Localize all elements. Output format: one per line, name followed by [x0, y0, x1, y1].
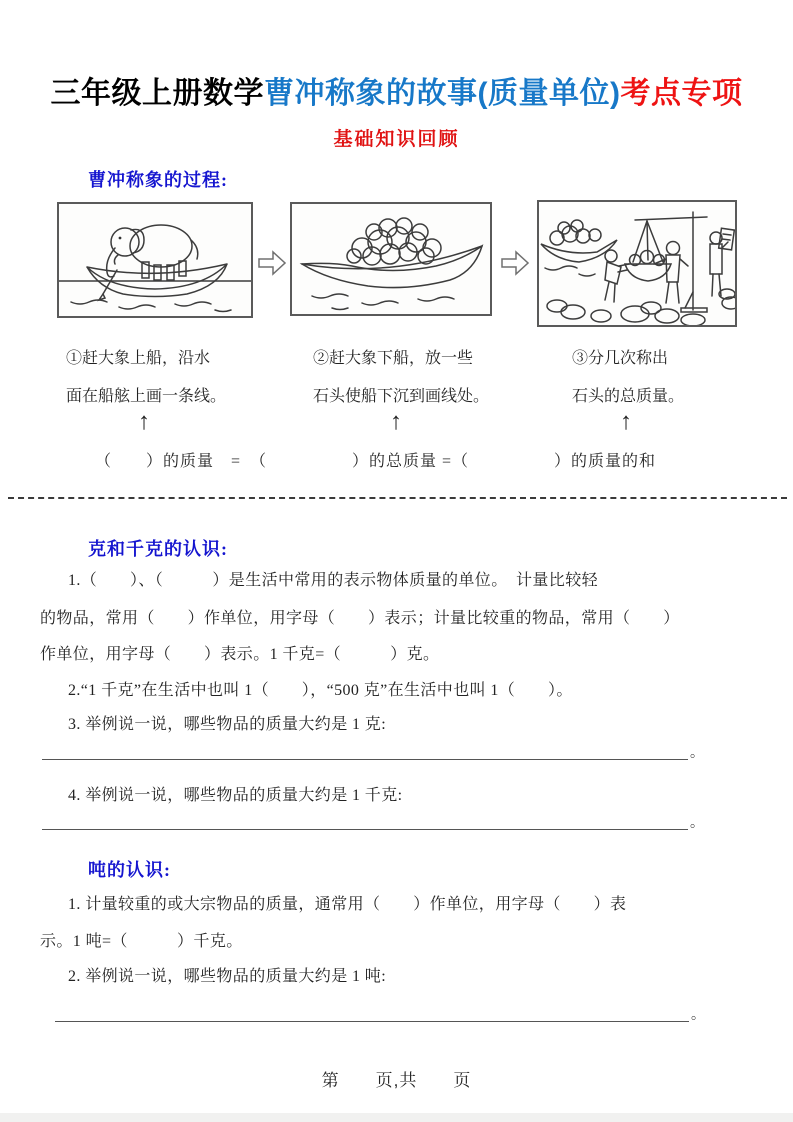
mass-equation: （ ）的质量 = （ ）的总质量 =（ ）的质量的和 — [95, 453, 657, 470]
worksheet-line: 的物品，常用（ ）作单位，用字母（ ）表示；计量比较重的物品，常用（ ） — [40, 610, 680, 627]
page-title — [0, 68, 793, 112]
blank-period: 。 — [690, 816, 704, 831]
caption-line: 石头的总质量。 — [572, 388, 685, 405]
step-caption-1 — [66, 340, 226, 416]
worksheet-line: 作单位，用字母（ ）表示。1 千克=（ ）克。 — [40, 646, 440, 663]
ton-section-heading: 吨的认识: — [88, 860, 171, 880]
up-arrow-icon: ↑ — [390, 409, 402, 435]
answer-blank-line — [42, 808, 688, 830]
right-arrow-icon — [501, 248, 529, 278]
worksheet-line: 示。1 吨=（ ）千克。 — [40, 933, 243, 950]
illustration-weighing-stones — [537, 200, 737, 327]
step-caption-2 — [313, 340, 489, 416]
worksheet-line: 4. 举例说一说，哪些物品的质量大约是 1 千克: — [68, 787, 403, 804]
answer-blank — [42, 808, 704, 830]
illustration-boat-with-stones — [290, 202, 492, 316]
answer-blank — [55, 1000, 705, 1022]
subtitle: 基础知识回顾 — [333, 129, 460, 150]
worksheet-line: 3. 举例说一说，哪些物品的质量大约是 1 克: — [68, 716, 387, 733]
caption-line: ③分几次称出 — [572, 350, 669, 367]
up-arrow-icon: ↑ — [138, 409, 150, 435]
bottom-scan-strip — [0, 1113, 793, 1122]
kg-section-heading: 克和千克的认识: — [88, 539, 228, 559]
elephant-on-boat-drawing — [59, 204, 251, 316]
up-arrow-icon: ↑ — [620, 409, 632, 435]
process-heading: 曹冲称象的过程: — [88, 170, 228, 190]
title-topic-part: 曹冲称象的故事(质量单位) — [264, 77, 621, 110]
page-number-footer: 第 页,共 页 — [321, 1071, 472, 1090]
step-caption-3 — [572, 340, 684, 416]
worksheet-line: 2.“1 千克”在生活中也叫 1（ ），“500 克”在生活中也叫 1（ ）。 — [68, 682, 573, 699]
blank-period: 。 — [690, 746, 704, 761]
answer-blank-line — [42, 738, 688, 760]
boat-with-stones-drawing — [292, 204, 490, 314]
caption-line: ②赶大象下船，放一些 — [313, 350, 474, 367]
worksheet-line: 1.（ ）、（ ）是生活中常用的表示物体质量的单位。 计量比较轻 — [68, 572, 599, 589]
illustration-elephant-on-boat — [57, 202, 253, 318]
title-exam-part: 考点专项 — [620, 77, 743, 110]
caption-line: 石头使船下沉到画线处。 — [313, 388, 490, 405]
worksheet-line: 2. 举例说一说，哪些物品的质量大约是 1 吨: — [68, 968, 387, 985]
answer-blank-line — [55, 1000, 689, 1022]
right-arrow-icon — [258, 248, 286, 278]
blank-period: 。 — [691, 1008, 705, 1023]
title-course-part: 三年级上册数学 — [50, 77, 264, 110]
answer-blank — [42, 738, 704, 760]
worksheet-line: 1. 计量较重的或大宗物品的质量，通常用（ ）作单位，用字母（ ）表 — [68, 896, 627, 913]
weighing-stones-drawing — [539, 202, 735, 325]
caption-line: 面在船舷上画一条线。 — [66, 388, 227, 405]
caption-line: ①赶大象上船，沿水 — [66, 350, 211, 367]
dashed-divider — [8, 497, 787, 499]
